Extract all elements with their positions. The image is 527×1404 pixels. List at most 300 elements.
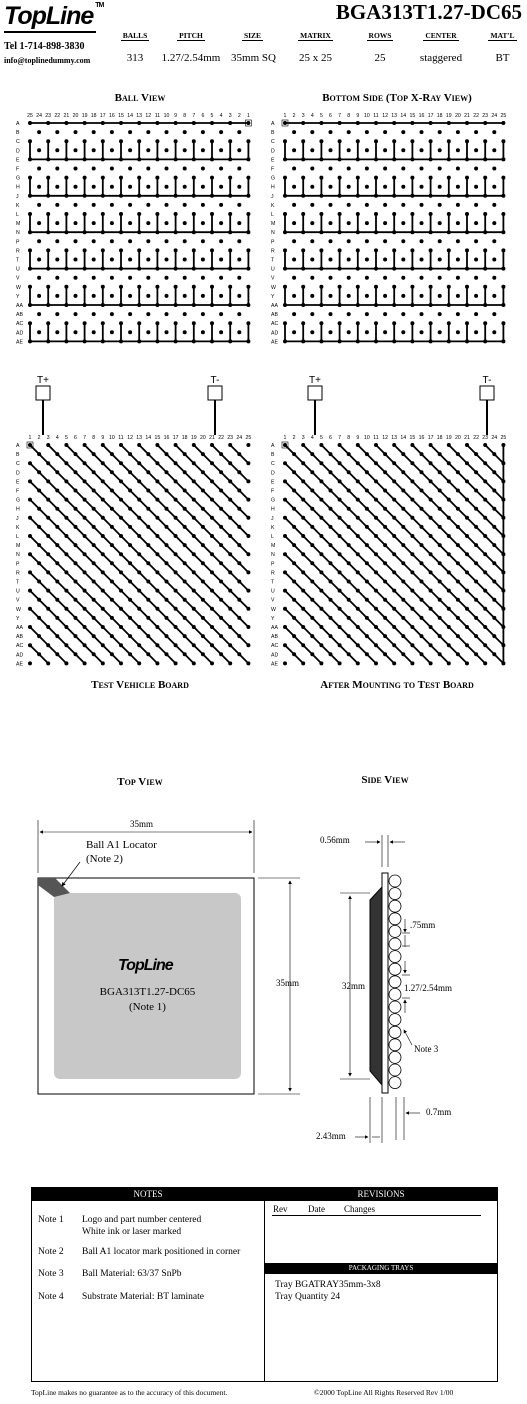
ball: [183, 258, 187, 262]
ball: [246, 589, 250, 593]
col-label: 6: [74, 435, 77, 441]
row-label: H: [271, 506, 275, 513]
row-label: P: [271, 561, 275, 568]
ball: [501, 157, 505, 161]
side-ball: [389, 963, 401, 975]
note3-ref: Note 3: [414, 1044, 439, 1054]
ball: [55, 239, 59, 243]
ball: [301, 661, 305, 665]
ball: [420, 239, 424, 243]
ball: [365, 148, 369, 152]
col-label: 19: [445, 113, 452, 119]
ball: [365, 167, 369, 171]
ball: [456, 185, 460, 189]
ball: [110, 203, 114, 207]
ball: [420, 167, 424, 171]
ball: [383, 258, 387, 262]
ball: [310, 294, 314, 298]
ball: [165, 258, 169, 262]
col-label: 18: [90, 113, 97, 119]
ball: [183, 203, 187, 207]
row-label: A: [16, 121, 20, 127]
ball: [383, 130, 387, 134]
row-label: P: [16, 561, 20, 568]
row-label: C: [16, 139, 20, 146]
row-label: K: [271, 202, 275, 209]
ball-view-heading: Ball View: [114, 92, 166, 104]
ball: [146, 203, 150, 207]
ball: [401, 130, 405, 134]
ball: [201, 276, 205, 280]
col-label: 21: [63, 113, 70, 119]
ball: [128, 185, 132, 189]
ball: [219, 185, 223, 189]
ball: [110, 276, 114, 280]
ball: [292, 330, 296, 334]
row-label: AB: [16, 634, 23, 641]
row-label: A: [271, 443, 275, 449]
height-35-label: 35mm: [276, 978, 300, 988]
row-label: B: [271, 452, 275, 459]
ball: [456, 221, 460, 225]
row-label: K: [16, 202, 20, 209]
col-label: 19: [190, 435, 197, 441]
ball: [37, 167, 41, 171]
ball: [110, 130, 114, 134]
col-label: 6: [329, 113, 332, 119]
row-label: W: [271, 606, 276, 613]
ball: [474, 330, 478, 334]
ball: [474, 167, 478, 171]
ball: [383, 148, 387, 152]
col-label: 4: [219, 113, 223, 119]
ball: [183, 276, 187, 280]
spec-value-balls: 313: [126, 52, 144, 64]
row-label: AD: [271, 330, 279, 337]
col-label: 10: [364, 113, 370, 119]
ball: [383, 221, 387, 225]
notes-header: NOTES: [32, 1188, 264, 1201]
row-label: V: [271, 275, 275, 282]
col-label: 22: [218, 435, 224, 441]
ball: [74, 312, 78, 316]
ball: [438, 276, 442, 280]
row-label: M: [271, 543, 276, 550]
ball-a1-locator-label: Ball A1 Locator: [86, 839, 157, 851]
ball: [165, 130, 169, 134]
ball: [55, 312, 59, 316]
side-ball: [389, 1014, 401, 1026]
ball: [219, 312, 223, 316]
col-label: 13: [136, 435, 143, 441]
notes-revisions-box: [31, 1187, 498, 1382]
row-label: L: [16, 534, 19, 540]
ball: [110, 221, 114, 225]
ball: [456, 330, 460, 334]
ball: [501, 267, 505, 271]
row-label: Y: [271, 293, 275, 300]
ball: [456, 203, 460, 207]
ball: [92, 148, 96, 152]
ball: [92, 312, 96, 316]
spec-value-center: staggered: [419, 52, 463, 64]
ball: [201, 148, 205, 152]
ball: [55, 294, 59, 298]
ball: [201, 167, 205, 171]
ball: [92, 167, 96, 171]
ball: [347, 276, 351, 280]
row-label: AD: [16, 652, 24, 659]
width-dim-label: 35mm: [130, 819, 154, 829]
ball: [310, 239, 314, 243]
ball: [474, 258, 478, 262]
col-label: 3: [46, 435, 50, 441]
ball: [246, 303, 250, 307]
col-label: 8: [92, 435, 96, 441]
ball: [201, 203, 205, 207]
row-label: E: [16, 479, 20, 486]
ball: [438, 203, 442, 207]
ball: [128, 258, 132, 262]
ball: [456, 312, 460, 316]
row-label: T: [271, 257, 275, 264]
ball: [438, 185, 442, 189]
dim-pitch-label: 1.27/2.54mm: [404, 983, 453, 993]
row-label: P: [16, 239, 20, 246]
ball: [246, 607, 250, 611]
ball: [237, 185, 241, 189]
note-1-id: Note 1: [38, 1215, 64, 1225]
ball: [474, 130, 478, 134]
ball: [201, 130, 205, 134]
col-label: 2: [292, 435, 296, 441]
row-label: F: [271, 166, 275, 173]
ball: [383, 276, 387, 280]
ball: [37, 312, 41, 316]
ball: [219, 239, 223, 243]
col-label: 16: [418, 435, 425, 441]
col-label: 15: [154, 435, 161, 441]
row-label: B: [271, 130, 275, 137]
ball: [219, 330, 223, 334]
col-label: 23: [482, 435, 489, 441]
spec-label-center: CENTER: [425, 31, 457, 40]
ball: [74, 276, 78, 280]
ball: [210, 661, 214, 665]
ball: [246, 443, 250, 447]
ball: [492, 294, 496, 298]
ball: [246, 479, 250, 483]
ball: [310, 167, 314, 171]
col-label: 13: [136, 113, 143, 119]
height-32-label: 32mm: [342, 981, 366, 991]
col-label: 15: [118, 113, 124, 119]
ball: [219, 258, 223, 262]
ball: [237, 330, 241, 334]
ball: [246, 230, 250, 234]
spec-value-matl: BT: [495, 52, 510, 64]
col-label: 3: [228, 113, 232, 119]
ball: [492, 203, 496, 207]
row-label: AA: [16, 303, 23, 309]
row-label: U: [16, 588, 20, 595]
row-label: W: [16, 284, 21, 291]
ball: [246, 498, 250, 502]
col-label: 22: [473, 113, 479, 119]
ball: [219, 148, 223, 152]
ball: [74, 203, 78, 207]
ball: [401, 312, 405, 316]
ball: [246, 534, 250, 538]
row-label: N: [16, 230, 20, 237]
ball: [310, 312, 314, 316]
t-plus-probe-left: [36, 375, 50, 435]
ball: [146, 130, 150, 134]
ball: [492, 276, 496, 280]
col-label: 1: [28, 435, 32, 441]
row-label: J: [271, 193, 274, 200]
row-label: AD: [271, 652, 279, 659]
col-label: 20: [455, 435, 461, 441]
ball: [246, 516, 250, 520]
ball: [338, 661, 342, 665]
ball: [110, 294, 114, 298]
ball: [74, 258, 78, 262]
ball: [401, 276, 405, 280]
row-label: V: [16, 275, 20, 282]
col-label: 17: [172, 435, 179, 441]
packaging-tray: Tray BGATRAY35mm-3x8: [275, 1280, 381, 1290]
ball: [101, 661, 105, 665]
ball: [310, 203, 314, 207]
ball: [347, 203, 351, 207]
col-label: 5: [210, 113, 214, 119]
ball: [383, 239, 387, 243]
row-label: R: [16, 570, 20, 577]
col-label: 21: [209, 435, 215, 441]
note-4-id: Note 4: [38, 1292, 64, 1302]
ball: [183, 294, 187, 298]
ball: [146, 185, 150, 189]
ball-view-grid: [16, 113, 251, 345]
ball: [365, 258, 369, 262]
ball: [292, 203, 296, 207]
logo-underline: [4, 31, 96, 33]
ball: [310, 148, 314, 152]
ball: [92, 330, 96, 334]
spec-value-matrix: 25 x 25: [299, 52, 332, 64]
col-label: 1: [283, 435, 287, 441]
ball: [501, 339, 505, 343]
col-label: 1: [246, 113, 250, 119]
ball: [292, 258, 296, 262]
ball: [438, 148, 442, 152]
ball: [92, 203, 96, 207]
ball: [420, 148, 424, 152]
col-label: 12: [127, 435, 133, 441]
row-label: N: [16, 552, 20, 559]
row-label: AC: [16, 643, 24, 650]
col-label: 19: [445, 435, 452, 441]
col-label: 20: [455, 113, 461, 119]
ball: [492, 221, 496, 225]
ball: [347, 130, 351, 134]
ball: [92, 221, 96, 225]
side-ball: [389, 1064, 401, 1076]
ball: [155, 661, 159, 665]
col-label: 10: [364, 435, 370, 441]
col-label: 9: [356, 435, 360, 441]
ball: [292, 167, 296, 171]
row-label: M: [16, 221, 21, 228]
col-label: 24: [236, 435, 243, 441]
ball: [128, 239, 132, 243]
ball: [55, 258, 59, 262]
side-ball: [389, 1039, 401, 1051]
row-label: E: [271, 157, 275, 164]
ball: [365, 330, 369, 334]
row-label: C: [271, 461, 275, 468]
ball: [474, 294, 478, 298]
row-label: T: [16, 257, 20, 264]
row-label: AB: [271, 312, 278, 319]
col-label: 5: [64, 435, 68, 441]
ball: [474, 221, 478, 225]
row-label: W: [16, 606, 21, 613]
side-ball: [389, 1026, 401, 1038]
spec-label-rows: ROWS: [368, 31, 392, 40]
row-label: J: [16, 193, 19, 200]
col-label: 18: [181, 435, 188, 441]
row-label: R: [271, 570, 275, 577]
ball: [474, 185, 478, 189]
after-mounting-heading: After Mounting to Test Board: [320, 679, 474, 691]
ball: [392, 661, 396, 665]
test-vehicle-heading: Test Vehicle Board: [91, 679, 189, 691]
row-label: AC: [16, 321, 24, 328]
spec-label-matrix: MATRIX: [300, 31, 331, 40]
row-label: R: [16, 248, 20, 255]
row-label: U: [16, 266, 20, 273]
row-label: P: [271, 239, 275, 246]
ball: [201, 312, 205, 316]
ball: [365, 294, 369, 298]
ball: [465, 661, 469, 665]
dim-243-label: 2.43mm: [316, 1131, 346, 1141]
row-label: R: [271, 248, 275, 255]
ball: [183, 130, 187, 134]
row-label: H: [16, 506, 20, 513]
col-label: 23: [482, 113, 489, 119]
ball: [74, 330, 78, 334]
packaging-quantity: Tray Quantity 24: [275, 1292, 341, 1302]
ball: [110, 167, 114, 171]
row-label: AA: [271, 625, 278, 631]
row-label: G: [271, 175, 276, 182]
ball: [119, 661, 123, 665]
ball: [438, 130, 442, 134]
ball: [201, 330, 205, 334]
ball: [383, 167, 387, 171]
col-label: 14: [127, 113, 133, 119]
ball: [365, 312, 369, 316]
row-label: D: [271, 148, 275, 155]
col-label: 4: [310, 435, 314, 441]
side-ball: [389, 875, 401, 887]
ball: [146, 312, 150, 316]
side-ball: [389, 976, 401, 988]
ball: [128, 294, 132, 298]
ball: [420, 258, 424, 262]
ball: [183, 221, 187, 225]
ball: [55, 130, 59, 134]
col-label: 10: [163, 113, 170, 119]
ball: [165, 167, 169, 171]
ball: [401, 294, 405, 298]
ball: [365, 221, 369, 225]
ball: [219, 203, 223, 207]
ball: [283, 661, 287, 665]
ball: [146, 276, 150, 280]
ball: [246, 267, 250, 271]
side-ball: [389, 888, 401, 900]
ball: [310, 258, 314, 262]
ball: [410, 661, 414, 665]
spec-label-matl: MAT'L: [490, 31, 515, 40]
ball: [347, 221, 351, 225]
email: info@topline​dummy.com: [4, 56, 91, 65]
note-4-text: Substrate Material: BT laminate: [82, 1292, 204, 1302]
note-2-text: Ball A1 locator mark positioned in corner: [82, 1247, 241, 1257]
col-label: 5: [319, 435, 323, 441]
row-label: C: [271, 139, 275, 146]
ball: [37, 276, 41, 280]
col-label: 22: [473, 435, 479, 441]
ball: [165, 185, 169, 189]
ball: [237, 312, 241, 316]
ball: [165, 276, 169, 280]
col-label: 7: [338, 113, 342, 119]
ball: [237, 221, 241, 225]
ball-grid-diagrams: [0, 105, 527, 680]
ball: [246, 643, 250, 647]
col-label: 15: [409, 435, 416, 441]
ball: [246, 552, 250, 556]
ball: [292, 312, 296, 316]
t-minus-label: T-: [210, 375, 220, 386]
col-label: 14: [145, 435, 152, 441]
ball: [28, 661, 32, 665]
row-label: K: [16, 524, 20, 531]
ball: [310, 276, 314, 280]
row-label: AE: [271, 661, 278, 668]
test-vehicle-grid: [16, 435, 251, 667]
ball: [492, 330, 496, 334]
bottom-side-grid: [271, 113, 506, 345]
row-label: AE: [16, 661, 23, 668]
ball: [329, 185, 333, 189]
col-label: 7: [338, 435, 342, 441]
ball: [329, 221, 333, 225]
col-label: 19: [81, 113, 88, 119]
row-label: F: [271, 488, 275, 495]
col-label: 23: [227, 435, 234, 441]
row-label: J: [271, 515, 274, 522]
note-1-text: Logo and part number centered: [82, 1215, 202, 1225]
ball: [420, 312, 424, 316]
ball: [420, 294, 424, 298]
ball: [365, 185, 369, 189]
